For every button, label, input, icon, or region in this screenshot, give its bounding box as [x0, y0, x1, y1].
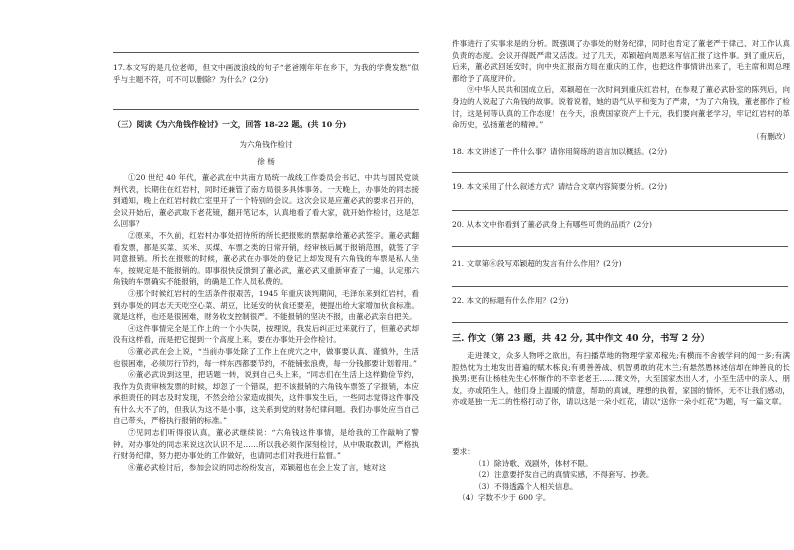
- answer-line: [452, 172, 788, 173]
- question-18: 18. 本文讲述了一件什么事？请你用简练的语言加以概括。(2分): [452, 147, 668, 156]
- article-paragraph: ⑨中华人民共和国成立后，邓颖超在一次时间到重庆红岩村，在参观了董必武卧室的陈列后，向身边的人说起了六角钱的故事。说着说着，她的语气从平和变为了严肃，“为了六角钱，董老都作了检讨，这是何等认真的工作态度！在今天，浪费国家资产上千元，我们要向董老学习，牢记红岩村的革命历史，弘扬董老的精神。”: [452, 85, 791, 130]
- question-21: 21. 文章第⑥段写邓颖超的发言有什么作用？(2分): [452, 259, 622, 268]
- article-paragraph: ⑧董必武检讨后，参加会议的同志纷纷发言，邓颖超也在会上发了言，她对这: [128, 462, 387, 472]
- question-17: 17.本文写的是几位老师，但文中画波浪线的句子“老爸刚年年在乡下，为我的学费发愁”似乎与主题不符，可不可以删除？为什么？(2分): [113, 63, 419, 84]
- answer-line: [452, 322, 788, 323]
- requirements: [452, 446, 790, 504]
- article-paragraph: ④这件事情完全是工作上的一个小失误，按理说，我发后纠正过来就行了，但董必武却没有这样看，而是把它提到一个高度上来，要在办事处开会作检讨。: [113, 323, 419, 345]
- answer-line: [452, 286, 788, 287]
- question-19: 19. 本文采用了什么叙述方式？请结合文章内容简要分析。(2分): [452, 182, 668, 191]
- answer-line: [452, 210, 788, 211]
- article-paragraph: ⑥董必武说到这里，把话题一转，说到自己头上来，“同志们在生活上这样勤俭节约，我作为负责审核发票的时候，却忽了一个错误，把不该报销的六角钱车票签了字报销，本应承担责任的同志及时发现，不然会给公家造成损失，这件事发生后，一些同志觉得这件事没有什么大不了的，但我认为这不是小事，这关系到党的财务纪律问题。我们办事处应当自己自己带头，严格执行报销的标准。”: [113, 370, 419, 426]
- answer-line: [113, 109, 419, 110]
- article-paragraph: ⑤董必武在会上说，“当前办事处除了工作上在虎穴之中，做事要认真、谨慎外，生活也很困难，必须厉行节约，每一样东西都要节约，不能铺张浪费，每一分钱都要计划着用。”: [113, 346, 419, 368]
- article-title: 为六角钱作检讨: [239, 140, 293, 149]
- answer-line: [113, 52, 419, 53]
- article-paragraph: 件事进行了实事求是的分析。既强调了办事处的财务纪律，同时也肯定了董老严于律己、对工作认真负责的态度。会议开得既严肃又活泼。过了几天，邓颖超向周恩来写信汇报了这件事。到了重庆后，后来，董必武回延安时，向中央汇报南方局在重庆的工作，也把这件事情讲出来了，毛主席和周总理都给予了高度评价。: [452, 39, 790, 83]
- article-paragraph: ③那个时候红岩村的生活条件很艰苦，1945 年重庆谈判期间，毛泽东来到红岩村，看到办事处的同志天天吃空心菜、胡豆，比延安的伙食还要差，便提出给大家增加伙食标准。就是这样，也还是很困难，财务收支控制很严。不能报销的坚决不报，由董必武亲自把关。: [113, 288, 419, 322]
- requirement-item: （3）不得透露个人相关信息。: [474, 481, 578, 491]
- article-continuation: [452, 38, 790, 142]
- section-3-header: （三）阅读《为六角钱作检讨》一文，回答 18-22 题。(共 10 分): [113, 120, 347, 129]
- article-paragraph: ①20 世纪 40 年代，董必武在中共南方局统一战线工作委员会书记、中共与国民党谈判代表，长期住在红岩村，同时还兼管了南方局很多具体事务。一天晚上，办事处的同志接到通知，晚上在红岩村救亡室里开了一个特别的会议。这次会议是应董必武的要求召开的，会议开始后，董必武取下老花镜，翻开笔记本，认真地看了看大家，就开始作检讨，这是怎么回事？: [113, 173, 419, 229]
- article-body: [113, 172, 419, 550]
- question-20: 20. 从本文中你看到了董必武身上有哪些可贵的品质？(2分): [452, 220, 652, 229]
- composition-header: 三. 作文（第 23 题，共 42 分, 其中作文 40 分，书写 2 分）: [452, 333, 710, 344]
- article-author: 徐 杨: [257, 157, 275, 166]
- question-22: 22. 本文的标题有什么作用？(2分): [452, 296, 569, 305]
- requirement-item: （1）除诗歌、戏剧外，体材不限。: [474, 458, 593, 468]
- article-paragraph: ②原来，不久前，红岩村办事处招待所的所长把报账的票据拿给董必武签字。董必武翻看发票，都是买菜、买米、买煤、车票之类的日常开销，经审核后属于报销范围，就签了字同意报销。所长在报账的时候，董必武在办事处的登记上却发现有六角钱的车票是私人坐车，按规定是不能报销的。即事很快反馈到了董必武，董必武又重新审查了一遍，认定那六角钱的车票确实不能报销，的确是工作人员私费的。: [113, 230, 419, 287]
- source-note: （有删改）: [752, 131, 790, 141]
- article-paragraph: ⑦见同志们听得很认真，董必武继续说：“六角钱这件事情，是给我的工作敲响了警钟。对办事处的同志来说这次认识不足……所以我必须作深刻检讨，从中吸取教训，严格执行财务纪律，努力把办事处的工作做好，也请同志们对我进行监督。”: [113, 428, 419, 461]
- composition-body: 走进课文，众多人物呼之欲出，有扫播草地的物理学家邓稼先;有横而不舍被学问的闻一多;有满腔热忱为土地发出普遍的赋木栋良;有勇善善战、机智勇敢的花木兰;有悬然愚林述信却在绅善良的长换男;更有让杨桂先生心怀惭作的不幸老老王……课文外，大至国家杰出人才，小至生活中的亲人、朋友，亦或陌生人，他们身上温暖的情意，帮助的真诚，理想的执着，家国的情怀，无不让我们感动，亦或是独一无二的性格打动了你，请以这是一朵小红花，请以“送你一朵小红花”为题，写一篇文章。: [452, 351, 790, 407]
- requirement-item: （4）字数不少于 600 字。: [458, 493, 551, 503]
- requirements-label: 要求：: [452, 447, 475, 456]
- requirement-item: （2）注意要抒发自己的真情实感，不得套写、抄袭。: [474, 470, 654, 480]
- answer-line: [452, 246, 788, 247]
